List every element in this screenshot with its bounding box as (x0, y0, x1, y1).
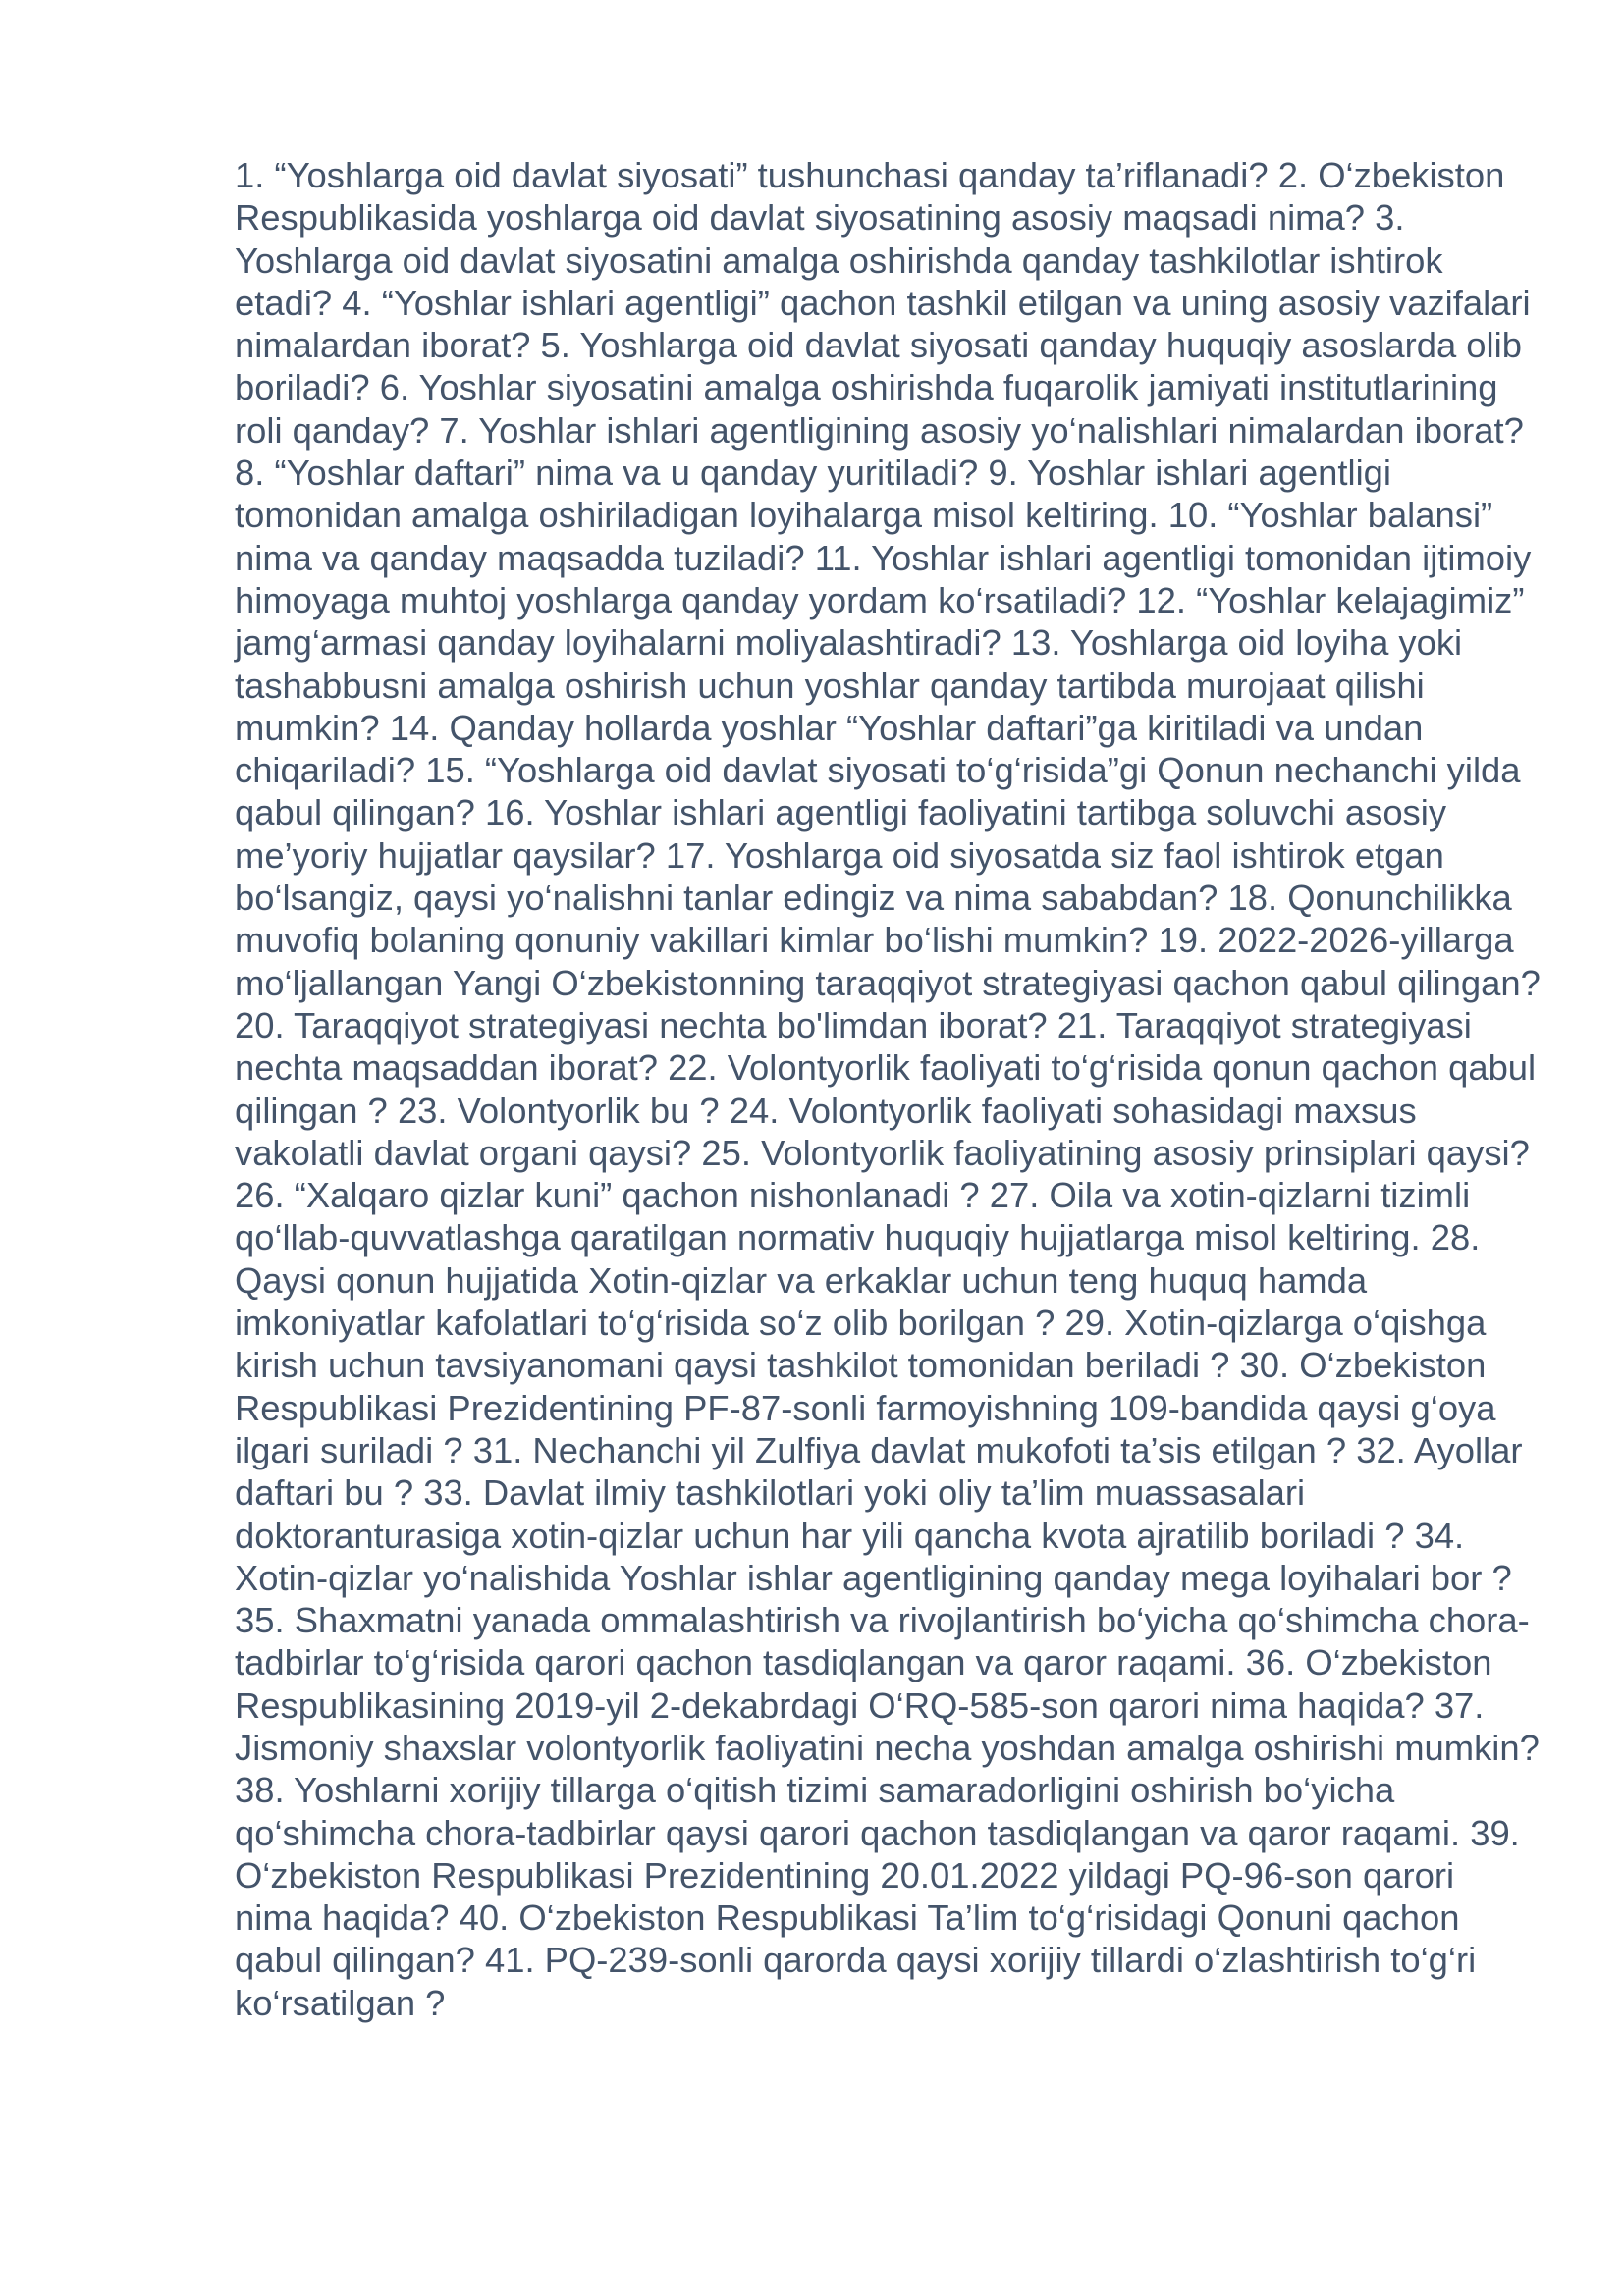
question-item: 40. O‘zbekiston Respublikasi Ta’lim to‘g‘risidagi Qonuni qachon qabul qilingan? (235, 1897, 1460, 1981)
question-item: 23. Volontyorlik bu ? (397, 1090, 720, 1131)
question-item: 32. Ayollar daftari bu ? (235, 1429, 1523, 1514)
question-item: 19. 2022-2026-yillarga mo‘ljallangan Yangi O‘zbekistonning taraqqiyot strategiyasi qachon qabul qilingan? (235, 920, 1541, 1003)
question-item: 33. Davlat ilmiy tashkilotlari yoki oliy ta’lim muassasalari doktoranturasiga xotin-qizlar uchun har yili qancha kvota ajratilib boriladi ? (235, 1472, 1405, 1556)
question-item: 31. Nechanchi yil Zulfiya davlat mukofoti ta’sis etilgan ? (472, 1429, 1347, 1470)
question-item: 15. “Yoshlarga oid davlat siyosati to‘g‘risida”gi Qonun nechanchi yilda qabul qilingan? (235, 750, 1521, 833)
question-item: 29. Xotin-qizlarga o‘qishga kirish uchun tavsiyanomani qaysi tashkilot tomonidan beriladi ? (235, 1303, 1487, 1386)
question-item: 35. Shaxmatni yanada ommalashtirish va rivojlantirish bo‘yicha qo‘shimcha chora-tadbirlar to‘g‘risida qarori qachon tasdiqlangan va qaror raqami. (235, 1600, 1530, 1683)
question-item: 21. Taraqqiyot strategiyasi nechta maqsaddan iborat? (235, 1004, 1472, 1089)
question-item: 9. Yoshlar ishlari agentligi tomonidan amalga oshiriladigan loyihalarga misol keltiring. (235, 453, 1392, 536)
question-item: 11. Yoshlar ishlari agentligi tomonidan ijtimoiy himoyaga muhtoj yoshlarga qanday yordam ko‘rsatiladi? (235, 537, 1532, 620)
question-item: 7. Yoshlar ishlari agentligining asosiy yo‘nalishlari nimalardan iborat? (439, 409, 1524, 451)
question-item: 34. Xotin-qizlar yo‘nalishida Yoshlar ishlar agentligining qanday mega loyihalari bor ? (235, 1515, 1512, 1598)
question-item: 38. Yoshlarni xorijiy tillarga o‘qitish tizimi samaradorligini oshirish bo‘yicha qo‘shimcha chora-tadbirlar qaysi qarori qachon tasdiqlangan va qaror raqami. (235, 1770, 1461, 1853)
question-item: 8. “Yoshlar daftari” nima va u qanday yuritiladi? (235, 453, 979, 494)
question-item: 18. Qonunchilikka muvofiq bolaning qonuniy vakillari kimlar bo‘lishi mumkin? (235, 878, 1512, 961)
question-item: 16. Yoshlar ishlari agentligi faoliyatini tartibga soluvchi asosiy me’yoriy hujjatlar qaysilar? (235, 792, 1447, 876)
question-item: 36. O‘zbekiston Respublikasining 2019-yil 2-dekabrdagi O‘RQ-585-son qarori nima haqida? (235, 1642, 1492, 1726)
question-item: 41. PQ-239-sonli qarorda qaysi xorijiy tillardi o‘zlashtirish to‘g‘ri ko‘rsatilgan ? (235, 1940, 1477, 2023)
question-item: 17. Yoshlarga oid siyosatda siz faol ishtirok etgan bo‘lsangiz, qaysi yo‘nalishni tanlar edingiz va nima sababdan? (235, 834, 1444, 919)
question-item: 25. Volontyorlik faoliyatining asosiy prinsiplari qaysi? (701, 1132, 1530, 1173)
question-item: 28. Qaysi qonun hujjatida Xotin-qizlar va erkaklar uchun teng huquq hamda imkoniyatlar kafolatlari to‘g‘risida so‘z olib borilgan ? (235, 1217, 1481, 1344)
question-item: 30. O‘zbekiston Respublikasi Prezidentining PF-87-sonli farmoyishning 109-bandida qaysi g‘oya ilgari suriladi ? (235, 1345, 1496, 1470)
question-item: 27. Oila va xotin-qizlarni tizimli qo‘llab-quvvatlashga qaratilgan normativ huquqiy hujjatlarga misol keltiring. (235, 1175, 1471, 1258)
question-item: 5. Yoshlarga oid davlat siyosati qanday huquqiy asoslarda olib boriladi? (235, 325, 1522, 408)
question-item: 4. “Yoshlar ishlari agentligi” qachon tashkil etilgan va uning asosiy vazifalari nimalardan iborat? (235, 282, 1531, 366)
question-item: 1. “Yoshlarga oid davlat siyosati” tushunchasi qanday ta’riflanadi? (235, 155, 1269, 195)
question-item: 14. Qanday hollarda yoshlar “Yoshlar daftari”ga kiritiladi va undan chiqariladi? (235, 707, 1424, 791)
question-item: 3. Yoshlarga oid davlat siyosatini amalga oshirishda qanday tashkilotlar ishtirok etadi? (235, 197, 1443, 323)
question-item: 6. Yoshlar siyosatini amalga oshirishda fuqarolik jamiyati institutlarining roli qanday? (235, 367, 1498, 451)
question-list (235, 154, 1541, 2024)
question-item: 22. Volontyorlik faoliyati to‘g‘risida qonun qachon qabul qilingan ? (235, 1047, 1537, 1131)
question-item: 2. O‘zbekiston Respublikasida yoshlarga oid davlat siyosatining asosiy maqsadi nima? (235, 155, 1505, 239)
question-item: 26. “Xalqaro qizlar kuni” qachon nishonlanadi ? (235, 1175, 980, 1216)
question-item: 37. Jismoniy shaxslar volontyorlik faoliyatini necha yoshdan amalga oshirishi mumkin? (235, 1684, 1540, 1768)
question-item: 13. Yoshlarga oid loyiha yoki tashabbusni amalga oshirish uchun yoshlar qanday tartibda murojaat qilishi mumkin? (235, 622, 1463, 748)
question-item: 20. Taraqqiyot strategiyasi nechta bo'limdan iborat? (235, 1004, 1048, 1045)
question-item: 24. Volontyorlik faoliyati sohasidagi maxsus vakolatli davlat organi qaysi? (235, 1090, 1417, 1173)
question-item: 10. “Yoshlar balansi” nima va qanday maqsadda tuziladi? (235, 495, 1493, 578)
question-item: 39. O‘zbekiston Respublikasi Prezidentining 20.01.2022 yildagi PQ-96-son qarori nima haqida? (235, 1812, 1520, 1939)
question-item: 12. “Yoshlar kelajagimiz” jamg‘armasi qanday loyihalarni moliyalashtiradi? (235, 579, 1525, 664)
